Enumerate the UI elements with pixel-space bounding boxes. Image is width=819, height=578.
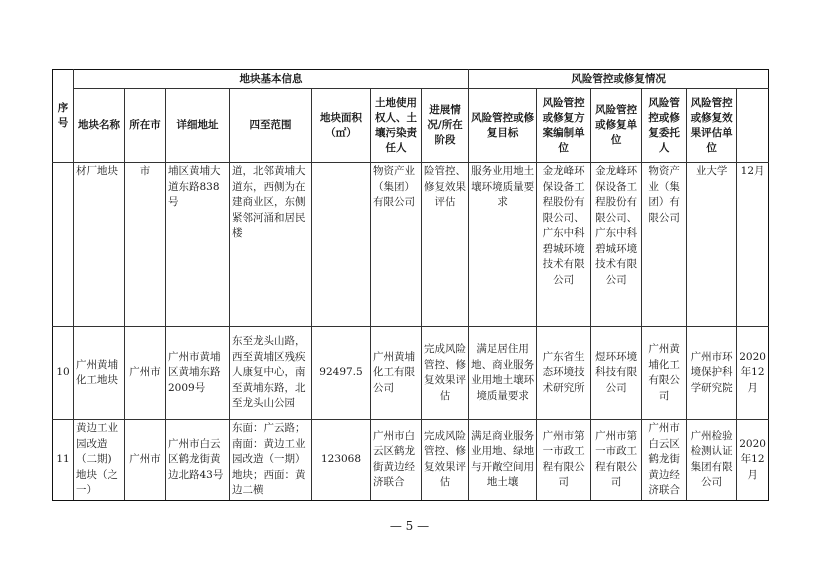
cell-progress: 完成风险管控、修复效果评估 xyxy=(422,420,469,501)
table-row xyxy=(53,163,769,327)
cell-area: 123068 xyxy=(312,420,371,501)
header-area: 地块面积（㎡） xyxy=(312,89,371,163)
header-city: 所在市 xyxy=(125,89,166,163)
cell-city: 市 xyxy=(125,163,166,327)
header-eval-unit: 风险管控或修复效果评估单位 xyxy=(687,89,737,163)
table-row xyxy=(53,327,769,420)
cell-client: 物资产业（集团）有限公司 xyxy=(642,163,687,327)
cell-plan-unit: 金龙峰环保设备工程股份有限公司、广东中科碧城环境技术有限公司 xyxy=(537,163,591,327)
header-plan-unit: 风险管控或修复方案编制单位 xyxy=(537,89,591,163)
cell-repair-unit: 金龙峰环保设备工程股份有限公司、广东中科碧城环境技术有限公司 xyxy=(591,163,642,327)
header-seq: 序号 xyxy=(53,70,74,163)
cell-bounds: 东面：广云路；南面：黄边工业园改造（一期）地块；西面：黄边二横 xyxy=(230,420,312,501)
cell-eval-unit: 广州检验检测认证集团有限公司 xyxy=(687,420,737,501)
remediation-table xyxy=(52,69,769,501)
cell-date: 2020年12月 xyxy=(737,420,769,501)
cell-repair-unit: 煜环环境科技有限公司 xyxy=(591,327,642,420)
cell-address: 广州市白云区鹤龙街黄边北路43号 xyxy=(166,420,230,501)
cell-bounds: 东至龙头山路，西至黄埔区残疾人康复中心，南至黄埔东路，北至龙头山公园 xyxy=(230,327,312,420)
table-row xyxy=(53,420,769,501)
cell-seq: 11 xyxy=(53,420,74,501)
cell-eval-unit: 业大学 xyxy=(687,163,737,327)
cell-date: 12月 xyxy=(737,163,769,327)
cell-date: 2020年12月 xyxy=(737,327,769,420)
header-repair-unit: 风险管控或修复单位 xyxy=(591,89,642,163)
cell-owner: 物资产业（集团）有限公司 xyxy=(371,163,422,327)
cell-seq: 10 xyxy=(53,327,74,420)
cell-name: 材厂地块 xyxy=(74,163,125,327)
cell-client: 广州黄埔化工有限公司 xyxy=(642,327,687,420)
cell-bounds: 道，北邻黄埔大道东，西侧为在建商业区，东侧紧邻河涌和居民楼 xyxy=(230,163,312,327)
cell-area xyxy=(312,163,371,327)
header-name: 地块名称 xyxy=(74,89,125,163)
cell-name: 黄边工业园改造（二期)地块（之一） xyxy=(74,420,125,501)
cell-owner: 广州市白云区鹤龙街黄边经济联合 xyxy=(371,420,422,501)
cell-eval-unit: 广州市环境保护科学研究院 xyxy=(687,327,737,420)
cell-progress: 完成风险管控、修复效果评估 xyxy=(422,327,469,420)
cell-plan-unit: 广州市第一市政工程有限公司 xyxy=(537,420,591,501)
cell-city: 广州市 xyxy=(125,327,166,420)
cell-goal: 满足居住用地、商业服务业用地土壤环境质量要求 xyxy=(469,327,537,420)
cell-area: 92497.5 xyxy=(312,327,371,420)
header-goal: 风险管控或修复目标 xyxy=(469,89,537,163)
cell-goal: 服务业用地土壤环境质量要求 xyxy=(469,163,537,327)
cell-progress: 险管控、修复效果评估 xyxy=(422,163,469,327)
cell-repair-unit: 广州市第一市政工程有限公司 xyxy=(591,420,642,501)
header-client: 风险管控或修复委托人 xyxy=(642,89,687,163)
cell-name: 广州黄埔化工地块 xyxy=(74,327,125,420)
cell-seq xyxy=(53,163,74,327)
header-progress: 进展情况/所在阶段 xyxy=(422,89,469,163)
header-address: 详细地址 xyxy=(166,89,230,163)
cell-address: 广州市黄埔区黄埔东路2009号 xyxy=(166,327,230,420)
cell-city: 广州市 xyxy=(125,420,166,501)
cell-plan-unit: 广东省生态环境技术研究所 xyxy=(537,327,591,420)
cell-address: 埔区黄埔大道东路838号 xyxy=(166,163,230,327)
cell-goal: 满足商业服务业用地、绿地与开敞空间用地土壤 xyxy=(469,420,537,501)
page-number: — 5 — xyxy=(389,519,430,533)
header-owner: 土地使用权人、土壤污染责任人 xyxy=(371,89,422,163)
cell-client: 广州市白云区鹤龙街黄边经济联合 xyxy=(642,420,687,501)
header-group-risk: 风险管控或修复情况 xyxy=(469,70,769,89)
cell-owner: 广州黄埔化工有限公司 xyxy=(371,327,422,420)
header-bounds: 四至范围 xyxy=(230,89,312,163)
header-group-basic: 地块基本信息 xyxy=(74,70,469,89)
